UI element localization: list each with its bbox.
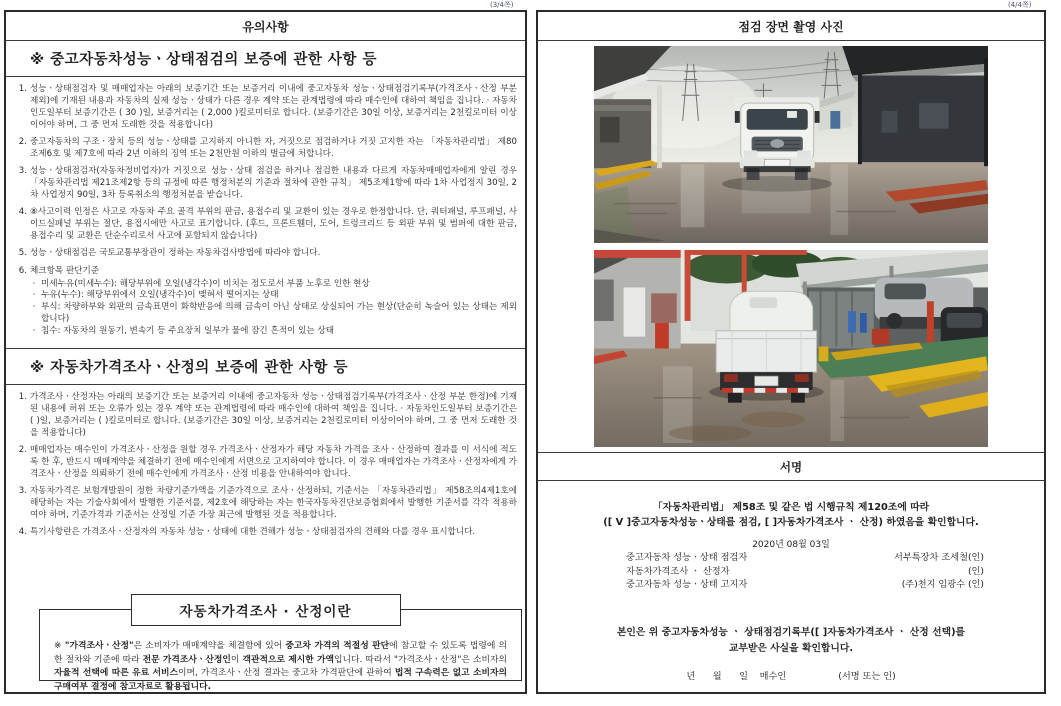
notes-page-title: 유의사항 <box>6 12 525 41</box>
signer-role: 중고자동차 성능ㆍ상태 고지자 <box>626 579 748 591</box>
bullet-dot: · <box>32 302 36 313</box>
item-number: 2. <box>18 136 27 147</box>
section1-item-list <box>6 77 525 349</box>
photo-signature-page <box>536 10 1046 694</box>
item-number: 5. <box>18 248 27 259</box>
item-number: 1. <box>18 392 27 402</box>
bullet-line <box>30 290 517 302</box>
bullet-dot: · <box>32 278 36 289</box>
inspection-photo-rear <box>594 250 988 447</box>
page-number-left: (3/4쪽) <box>490 1 514 9</box>
receipt-confirmation <box>538 625 1044 655</box>
definition-area <box>6 573 525 692</box>
item-text: 성능ㆍ상태점검자 및 매매업자는 아래의 보증기간 또는 보증거리 이내에 중고자동차 성능ㆍ상태점검기록부(가격조사ㆍ산정 부분 제외)에 기재된 내용과 자동차의 실제 성능ㆍ상태가 다른 경우 계약 또는 관계법령에 따라 매수인에 대하여 책임을 집니다. · 자동차인도일부터 보증기간은 ( 30 )일, 보증거리는 ( 2,000 )킬로미터로 합니다. (보증기간은 30일 이상, 보증거리는 2천킬로미터 이상이어야 하며, 그 중 먼저 도래한 것을 적용합니다) <box>30 84 517 130</box>
list-item <box>14 445 517 481</box>
signer-role: 자동차가격조사 ㆍ 산정자 <box>626 565 730 577</box>
list-item <box>14 166 517 202</box>
bullet-text: 침수: 자동차의 원동기, 변속기 등 주요장치 일부가 물에 잠긴 흔적이 있는 상태 <box>41 325 335 336</box>
item-text: 중고자동차의 구조ㆍ장치 등의 성능ㆍ상태를 고지하지 아니한 자, 거짓으로 점검하거나 거짓 고지한 자는 「자동차관리법」 제80조제6호 및 제7호에 따라 2년 이하의 징역 또는 2천만원 이하의 벌금에 처합니다. <box>30 136 517 159</box>
inspection-photo-front <box>594 46 988 243</box>
list-item <box>14 248 517 260</box>
bullet-dot: · <box>32 290 36 301</box>
bullet-dot: · <box>32 325 36 336</box>
bullet-line <box>30 326 517 338</box>
item-number: 4. <box>18 527 27 538</box>
item-number: 1. <box>18 84 27 94</box>
list-item <box>14 84 517 131</box>
section2-title: ※ 자동차가격조사ㆍ산정의 보증에 관한 사항 등 <box>6 349 525 385</box>
section2-item-list <box>6 385 525 573</box>
bullet-text: 누유(누수): 해당부위에서 오일(냉각수)이 맺혀서 떨어지는 상태 <box>41 290 279 301</box>
item-text: 매매업자는 매수인이 가격조사ㆍ산정을 원할 경우 가격조사ㆍ산정자가 해당 자동차 가격을 조사ㆍ산정하여 결과를 이 서식에 적도록 한 후, 반드시 매매계약을 체결하기 전에 매수인에게 서면으로 고지하여야 합니다. 이 경우 매매업자는 가격조사ㆍ산정자에게 가격조사ㆍ산정을 의뢰하기 전에 매수인에게 가격조사ㆍ산정 비용을 안내하여야 합니다. <box>30 444 517 479</box>
seal-mark: (인) <box>967 579 984 591</box>
inspection-photos <box>538 41 1044 453</box>
buyer-signature-line <box>538 668 1044 682</box>
signer-row <box>626 551 984 564</box>
signer-row <box>626 578 984 591</box>
bullet-line <box>30 279 517 291</box>
item-number: 3. <box>18 166 27 177</box>
item-number: 3. <box>18 486 27 497</box>
signature-section-title: 서명 <box>538 453 1044 481</box>
receipt-line2: 교부받은 사실을 확인합니다. <box>728 642 854 654</box>
item-text-lead: 체크항목 판단기준 <box>30 265 100 276</box>
definition-title: 자동차가격조사 · 산정이란 <box>131 594 401 626</box>
check-confirmation-line: ([ V ]중고자동차성능ㆍ상태를 점검, [ ]자동차가격조사 ㆍ 산정) 하였음을 확인합니다. <box>603 516 979 528</box>
item-text: 성능ㆍ상태점검은 국토교통부장관이 정하는 자동차검사방법에 따라야 합니다. <box>30 248 321 259</box>
signature-date: 2020년 08월 03일 <box>752 540 830 551</box>
page-number-right: (4/4쪽) <box>1008 1 1032 9</box>
notes-page <box>4 10 527 694</box>
list-item <box>14 392 517 439</box>
signer-name: 서부특장차 조세철(인) <box>894 552 984 564</box>
item-number: 6. <box>18 265 27 276</box>
item-text: 가격조사ㆍ산정자는 아래의 보증기간 또는 보증거리 이내에 중고자동차 성능ㆍ상태점검기록부(가격조사ㆍ산정 부분 한정)에 기재된 내용에 허위 또는 오류가 있는 경우 계약 또는 관계법령에 따라 매수인에 대하여 책임을 집니다. · 자동차인도일부터 보증기간은 ( )일, 보증거리는 ( )킬로미터로 합니다. (보증기간은 30일 이상, 보증거리는 2천킬로미터 이상이어야 하며, 그 중 먼저 도래한 것을 적용합니다) <box>30 392 517 438</box>
seal-mark: (인) <box>967 552 984 564</box>
buyer-date-blanks: 년 월 일 매수인 <box>686 670 787 682</box>
bullet-text: 부식: 차량하부와 외판의 금속표면이 화학반응에 의해 금속이 아닌 상태로 상실되어 가는 현상(단순히 녹슬어 있는 상태는 제외합니다) <box>41 302 517 325</box>
list-item <box>14 486 517 522</box>
item-text: 자동차가격은 보험개발원이 정한 차량기준가액을 기준가격으로 조사ㆍ산정하되, 기준서는 「자동차관리법」 제58조의4제1호에 해당하는 자는 기술사회에서 발행한 기준서를, 제2호에 해당하는 자는 한국자동차진단보증협회에서 발행한 기준서를 각각 적용하여야 하며, 기준가격과 기준서는 산정일 기준 가장 최근에 발행된 것을 적용합니다. <box>30 486 517 520</box>
signer-name <box>968 565 984 578</box>
law-reference-line: 「자동차관리법」 제58조 및 같은 법 시행규칙 제120조에 따라 <box>652 502 930 513</box>
receipt-line1: 본인은 위 중고자동차성능 ㆍ 상태점검기록부([ ]자동차가격조사 ㆍ 산정 선택)를 <box>616 627 966 639</box>
item-text: 성능ㆍ상태점검자(자동차정비업자)가 거짓으로 성능ㆍ상태 점검을 하거나 점검한 내용과 다르게 자동차매매업자에게 알린 경우 「자동차관리법 제21조제2항 등의 규정에 따른 행정처분의 기준과 절차에 관한 규칙」 제5조제1항에 따라 1차 사업정지 30일, 2차 사업정지 90일, 3차 등록취소의 행정처분을 받습니다. <box>30 166 517 200</box>
signer-row <box>626 565 984 578</box>
sign-or-seal-label: (서명 또는 인) <box>838 670 896 682</box>
list-item <box>14 527 517 539</box>
seal-mark: (인) <box>967 565 984 577</box>
definition-text: ※ "가격조사ㆍ산정"은 소비자가 매매계약을 체결함에 있어 중고차 가격의 적절성 판단에 참고할 수 있도록 법령에 의한 절차와 기준에 따라 전문 가격조사ㆍ산정인이 객관적으로 제시한 가액입니다. 따라서 "가격조사ㆍ산정"은 소비자의 자율적 선택에 따른 유료 서비스이며, 가격조사ㆍ산정 결과는 중고차 가격판단에 관하여 법적 구속력은 없고 소비자의 구매여부 결정에 참고자료로 활용됩니다. <box>39 609 522 681</box>
item-text <box>30 266 517 338</box>
criteria-bullets <box>30 279 517 338</box>
signature-body <box>538 481 1044 692</box>
item-number: 4. <box>18 207 27 218</box>
section1-title: ※ 중고자동차성능ㆍ상태점검의 보증에 관한 사항 등 <box>6 41 525 77</box>
bullet-text: 미세누유(미세누수): 해당부위에 오일(냉각수)이 비치는 정도로서 부품 노후로 인한 현상 <box>41 278 370 289</box>
signer-name: (주)천지 임광수 (인) <box>901 579 984 591</box>
bullet-line <box>30 302 517 326</box>
photo-page-title: 점검 장면 촬영 사진 <box>538 12 1044 41</box>
signer-rows <box>626 551 984 591</box>
item-number: 2. <box>18 444 27 455</box>
signer-role: 중고자동차 성능ㆍ상태 점검자 <box>626 552 748 564</box>
item-text: 특기사항란은 가격조사ㆍ산정자의 자동차 성능ㆍ상태에 대한 견해가 성능ㆍ상태점검자의 견해와 다를 경우 표시합니다. <box>30 527 476 538</box>
list-item <box>14 266 517 338</box>
item-text: ⑧사고이력 인정은 사고로 자동차 주요 골격 부위의 판금, 용접수리 및 교환이 있는 경우로 한정합니다. 단, 쿼터패널, 루프패널, 사이드실패널 부위는 절단, 용접시에만 사고로 표기합니다. (후드, 프론트휀더, 도어, 트렁크리드 등 외판 부위 및 범퍼에 대한 판금, 용접수리 및 교환은 단순수리로서 사고에 포함되지 않습니다) <box>30 207 517 241</box>
list-item <box>14 207 517 243</box>
list-item <box>14 137 517 161</box>
